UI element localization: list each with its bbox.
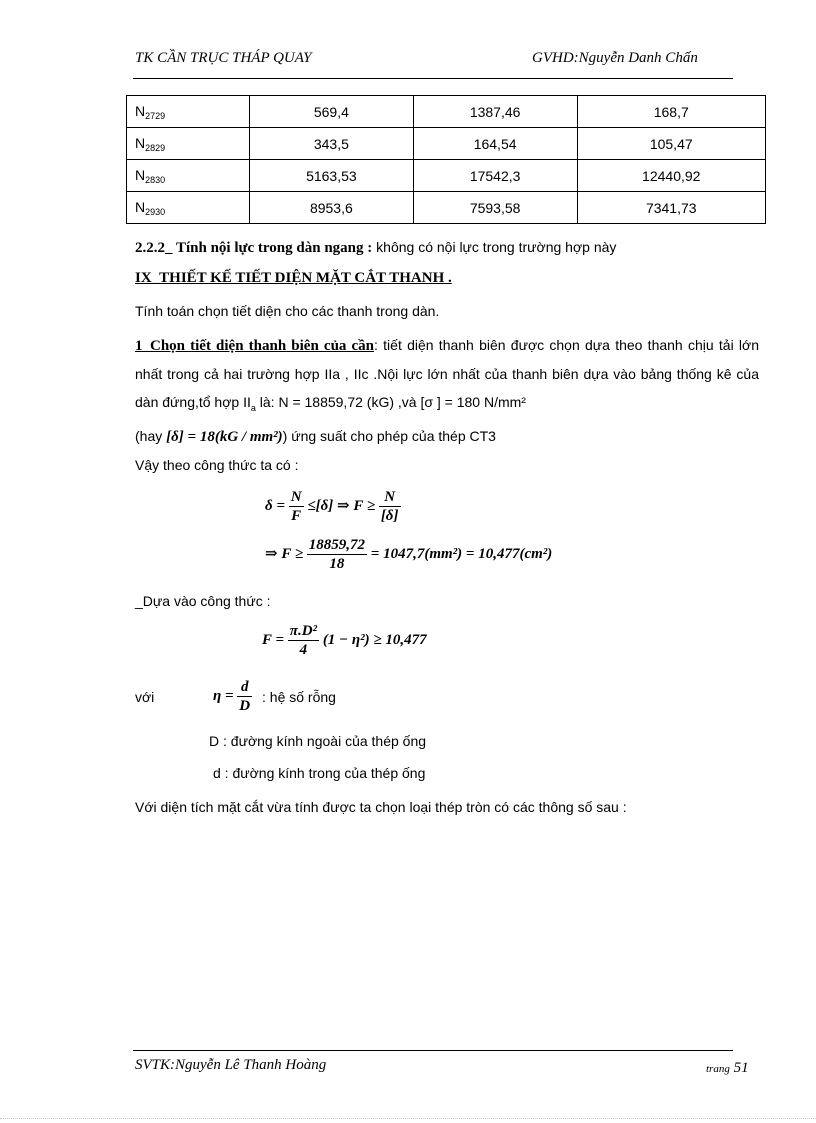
forces-table (126, 95, 766, 224)
formula-stress: δ = $\frac{N}{F}$ ≤[δ] ⇒ F ≥ $\frac{N}{[\delta]}$ (265, 489, 399, 524)
paragraph-1-sub: a (250, 402, 256, 413)
page-number (706, 1060, 749, 1077)
page-edge-divider (0, 1118, 816, 1119)
voi-label: với (135, 689, 155, 705)
table-row (127, 128, 766, 160)
cell-value: 105,47 (577, 128, 766, 160)
outer-diameter-def: D : đường kính ngoài của thép ống (209, 733, 427, 749)
cell-value: 164,54 (413, 128, 577, 160)
section-222 (135, 233, 759, 262)
header-right: GVHD:Nguyễn Danh Chấn (532, 50, 698, 66)
row-label: $N_{2829}$ (127, 128, 250, 160)
row-label: $N_{2729}$ (127, 96, 250, 128)
table-row (127, 160, 766, 192)
cell-value: 1387,46 (413, 96, 577, 128)
paragraph-1 (135, 331, 759, 451)
table-row (127, 192, 766, 224)
inner-diameter-def: d : đường kính trong của thép ống (213, 765, 426, 781)
vay-text: Vậy theo công thức ta có : (135, 457, 299, 473)
chapter-title: IX_THIẾT KẾ TIẾT DIỆN MẶT CẮT THANH . (135, 270, 452, 286)
paragraph-1-text2: là: N = 18859,72 (kG) ,và [σ ] = 180 N/mm² (255, 394, 526, 410)
last-paragraph: Với diện tích mặt cắt vừa tính được ta chọn loại thép tròn có các thông số sau : (135, 799, 627, 815)
formula-area: F = $\frac{\text{π.D²}}{4}$ (1 − η²) ≥ 10,477 (262, 623, 427, 658)
row-label: $N_{2830}$ (127, 160, 250, 192)
cell-value: 343,5 (250, 128, 414, 160)
footer-rule (133, 1050, 733, 1051)
dua-text: _Dựa vào công thức : (135, 593, 271, 609)
footer-left: SVTK:Nguyễn Lê Thanh Hoàng (135, 1057, 327, 1073)
heso-text: : hệ số rỗng (262, 689, 336, 705)
cell-value: 168,7 (577, 96, 766, 128)
cell-value: 7341,73 (577, 192, 766, 224)
cell-value: 12440,92 (577, 160, 766, 192)
formula-eta: η = $\frac{d}{D}$ (213, 679, 251, 714)
cell-value: 7593,58 (413, 192, 577, 224)
page-word: trang (706, 1063, 730, 1075)
section-222-text: không có nội lực trong trường hợp này (372, 239, 617, 255)
header-rule (133, 78, 733, 79)
page-num: 51 (733, 1060, 749, 1076)
intro-text: Tính toán chọn tiết diện cho các thanh trong dàn. (135, 303, 440, 319)
paragraph-1-hay: (hay (135, 427, 167, 444)
cell-value: 17542,3 (413, 160, 577, 192)
cell-value: 8953,6 (250, 192, 414, 224)
paragraph-1-title: 1_Chọn tiết diện thanh biên của cần (135, 338, 375, 354)
row-label: $N_{2930}$ (127, 192, 250, 224)
header-left: TK CẦN TRỤC THÁP QUAY (135, 50, 312, 66)
paragraph-1-text: : tiết diện thanh biên được chọn dựa theo thanh chịu tải lớn nhất trong cả hai trường hợp IIa , IIc .Nội lực lớn nhất của thanh biên dựa vào bảng thống kê của dàn đứng,tổ hợp II (135, 337, 760, 410)
formula-area-result: ⇒ F ≥ $\frac{18859,72}{18}$ = 1047,7(mm²) = 10,477(cm²) (265, 537, 553, 572)
table-row (127, 96, 766, 128)
paragraph-1-end: ) ứng suất cho phép của thép CT3 (282, 427, 496, 444)
cell-value: 569,4 (250, 96, 414, 128)
cell-value: 5163,53 (250, 160, 414, 192)
section-222-heading: 2.2.2_ Tính nội lực trong dàn ngang : (135, 240, 373, 256)
allowable-stress-formula: [δ] = 18(kG / mm²) (166, 428, 283, 445)
